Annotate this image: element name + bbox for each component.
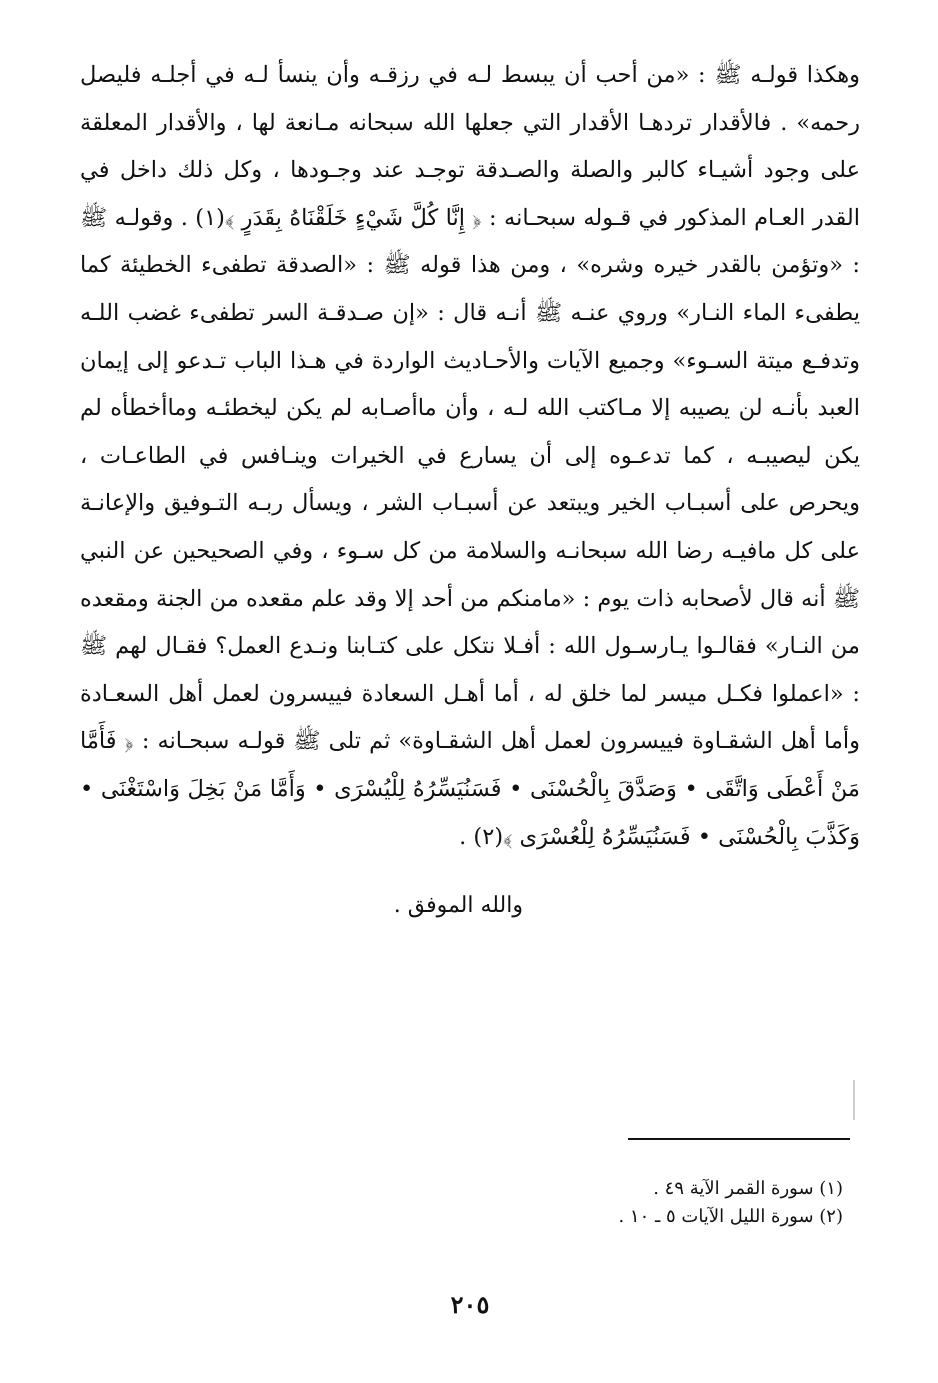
closing-line: والله الموفق . [393, 893, 523, 918]
footnotes [618, 1175, 843, 1231]
footnote-2: (٢) سورة الليل الآيات ٥ ـ ١٠ . [618, 1206, 843, 1227]
body-text [80, 52, 860, 861]
page-number: ٢٠٥ [450, 1290, 490, 1319]
margin-mark [853, 1080, 855, 1120]
footnote-separator [628, 1138, 850, 1140]
body-paragraph: وهكذا قولـه ﷺ : «من أحب أن يبسط لـه في رزقـه وأن ينسأ لـه في أجلـه فليصل رحمه» . فالأقدار تردهـا الأقدار التي جعلها الله سبحانه مـانعة لها ، والأقدار المعلقة على وجود أشيـاء كالبر والصلة والصـدقة توجـد عند وجـودها ، وكل ذلك داخل في القدر العـام المذكور في قـوله سبحـانه : ﴿ إِنَّا كُلَّ شَيْءٍ خَلَقْنَاهُ بِقَدَرٍ ﴾(١) . وقولـه ﷺ : «وتؤمن بالقدر خيره وشره» ، ومن هذا قوله ﷺ : «الصدقة تطفىء الخطيئة كما يطفىء الماء النـار» وروي عنـه ﷺ أنـه قال : «إن صـدقـة السر تطفىء غضب اللـه وتدفـع ميتة السـوء» وجميع الآيات والأحـاديث الواردة في هـذا الباب تـدعو إلى إيمان العبد بأنـه لن يصيبه إلا مـاكتب الله لـه ، وأن ماأصـابه لم يكن ليخطئـه وماأخطأه لم يكن ليصيبـه ، كما تدعـوه إلى أن يسارع في الخيرات وينـافس في الطاعـات ، ويحرص على أسبـاب الخير ويبتعد عن أسبـاب الشر ، ويسأل ربـه التـوفيق والإعانـة على كل مافيـه رضا الله سبحانـه والسلامة من كل سـوء ، وفي الصحيحين عن النبي ﷺ أنه قال لأصحابه ذات يوم : «مامنكم من أحد إلا وقد علم مقعده من الجنة ومقعده من النـار» فقالـوا يـارسـول الله : أفـلا نتكل على كتـابنا ونـدع العمل؟ فقـال لهم ﷺ : «اعملوا فكـل ميسر لما خلق له ، أما أهـل السعادة فييسرون لعمل أهل السعـادة وأما أهل الشقـاوة فييسرون لعمل أهل الشقـاوة» ثم تلى ﷺ قولـه سبحـانه : ﴿ فَأَمَّا مَنْ أَعْطَى وَاتَّقَى • وَصَدَّقَ بِالْحُسْنَى • فَسَنُيَسِّرُهُ لِلْيُسْرَى • وَأَمَّا مَنْ بَخِلَ وَاسْتَغْنَى • وَكَذَّبَ بِالْحُسْنَى • فَسَنُيَسِّرُهُ لِلْعُسْرَى ﴾(٢) . [80, 62, 860, 850]
footnote-1: (١) سورة القمر الآية ٤٩ . [653, 1178, 843, 1199]
